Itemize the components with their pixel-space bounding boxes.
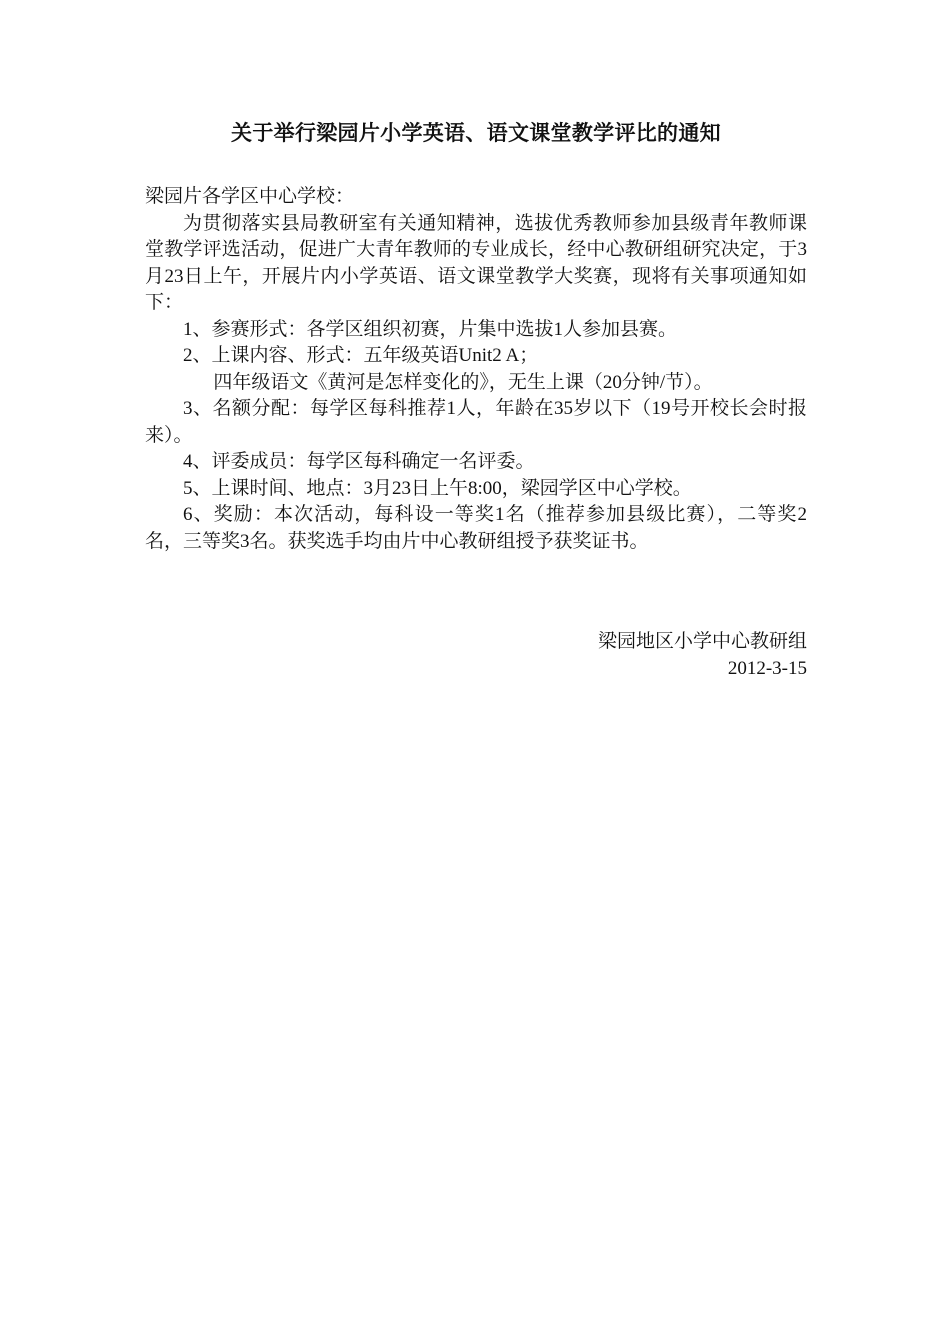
item-2-continuation: 四年级语文《黄河是怎样变化的》，无生上课（20分钟/节）。 [213,371,713,393]
document-title: 关于举行梁园片小学英语、语文课堂教学评比的通知 [231,121,721,145]
item-4: 4、评委成员：每学区每科确定一名评委。 [183,451,535,472]
signature-block [145,629,807,682]
item-2: 2、上课内容、形式：五年级英语Unit2 A； [183,345,539,366]
signature-organization: 梁园地区小学中心教研组 [597,631,807,652]
item-3: 3、名额分配：每学区每科推荐1人，年龄在35岁以下（19号开校长会时报来）。 [145,398,807,446]
item-6: 6、奖励：本次活动，每科设一等奖1名（推荐参加县级比赛），二等奖2名，三等奖3名。获奖选手均由片中心教研组授予获奖证书。 [145,504,807,552]
item-5: 5、上课时间、地点：3月23日上午8:00，梁园学区中心学校。 [183,477,692,499]
document-page [145,118,807,682]
signature-date: 2012-3-15 [727,657,807,679]
salutation: 梁园片各学区中心学校： [145,186,355,207]
item-1: 1、参赛形式：各学区组织初赛，片集中选拔1人参加县赛。 [183,318,678,340]
intro-paragraph: 为贯彻落实县局教研室有关通知精神，选拔优秀教师参加县级青年教师课堂教学评选活动，促进广大青年教师的专业成长，经中心教研组研究决定，于3月23日上午，开展片内小学英语、语文课堂教学大奖赛，现将有关事项通知如下： [145,212,807,313]
